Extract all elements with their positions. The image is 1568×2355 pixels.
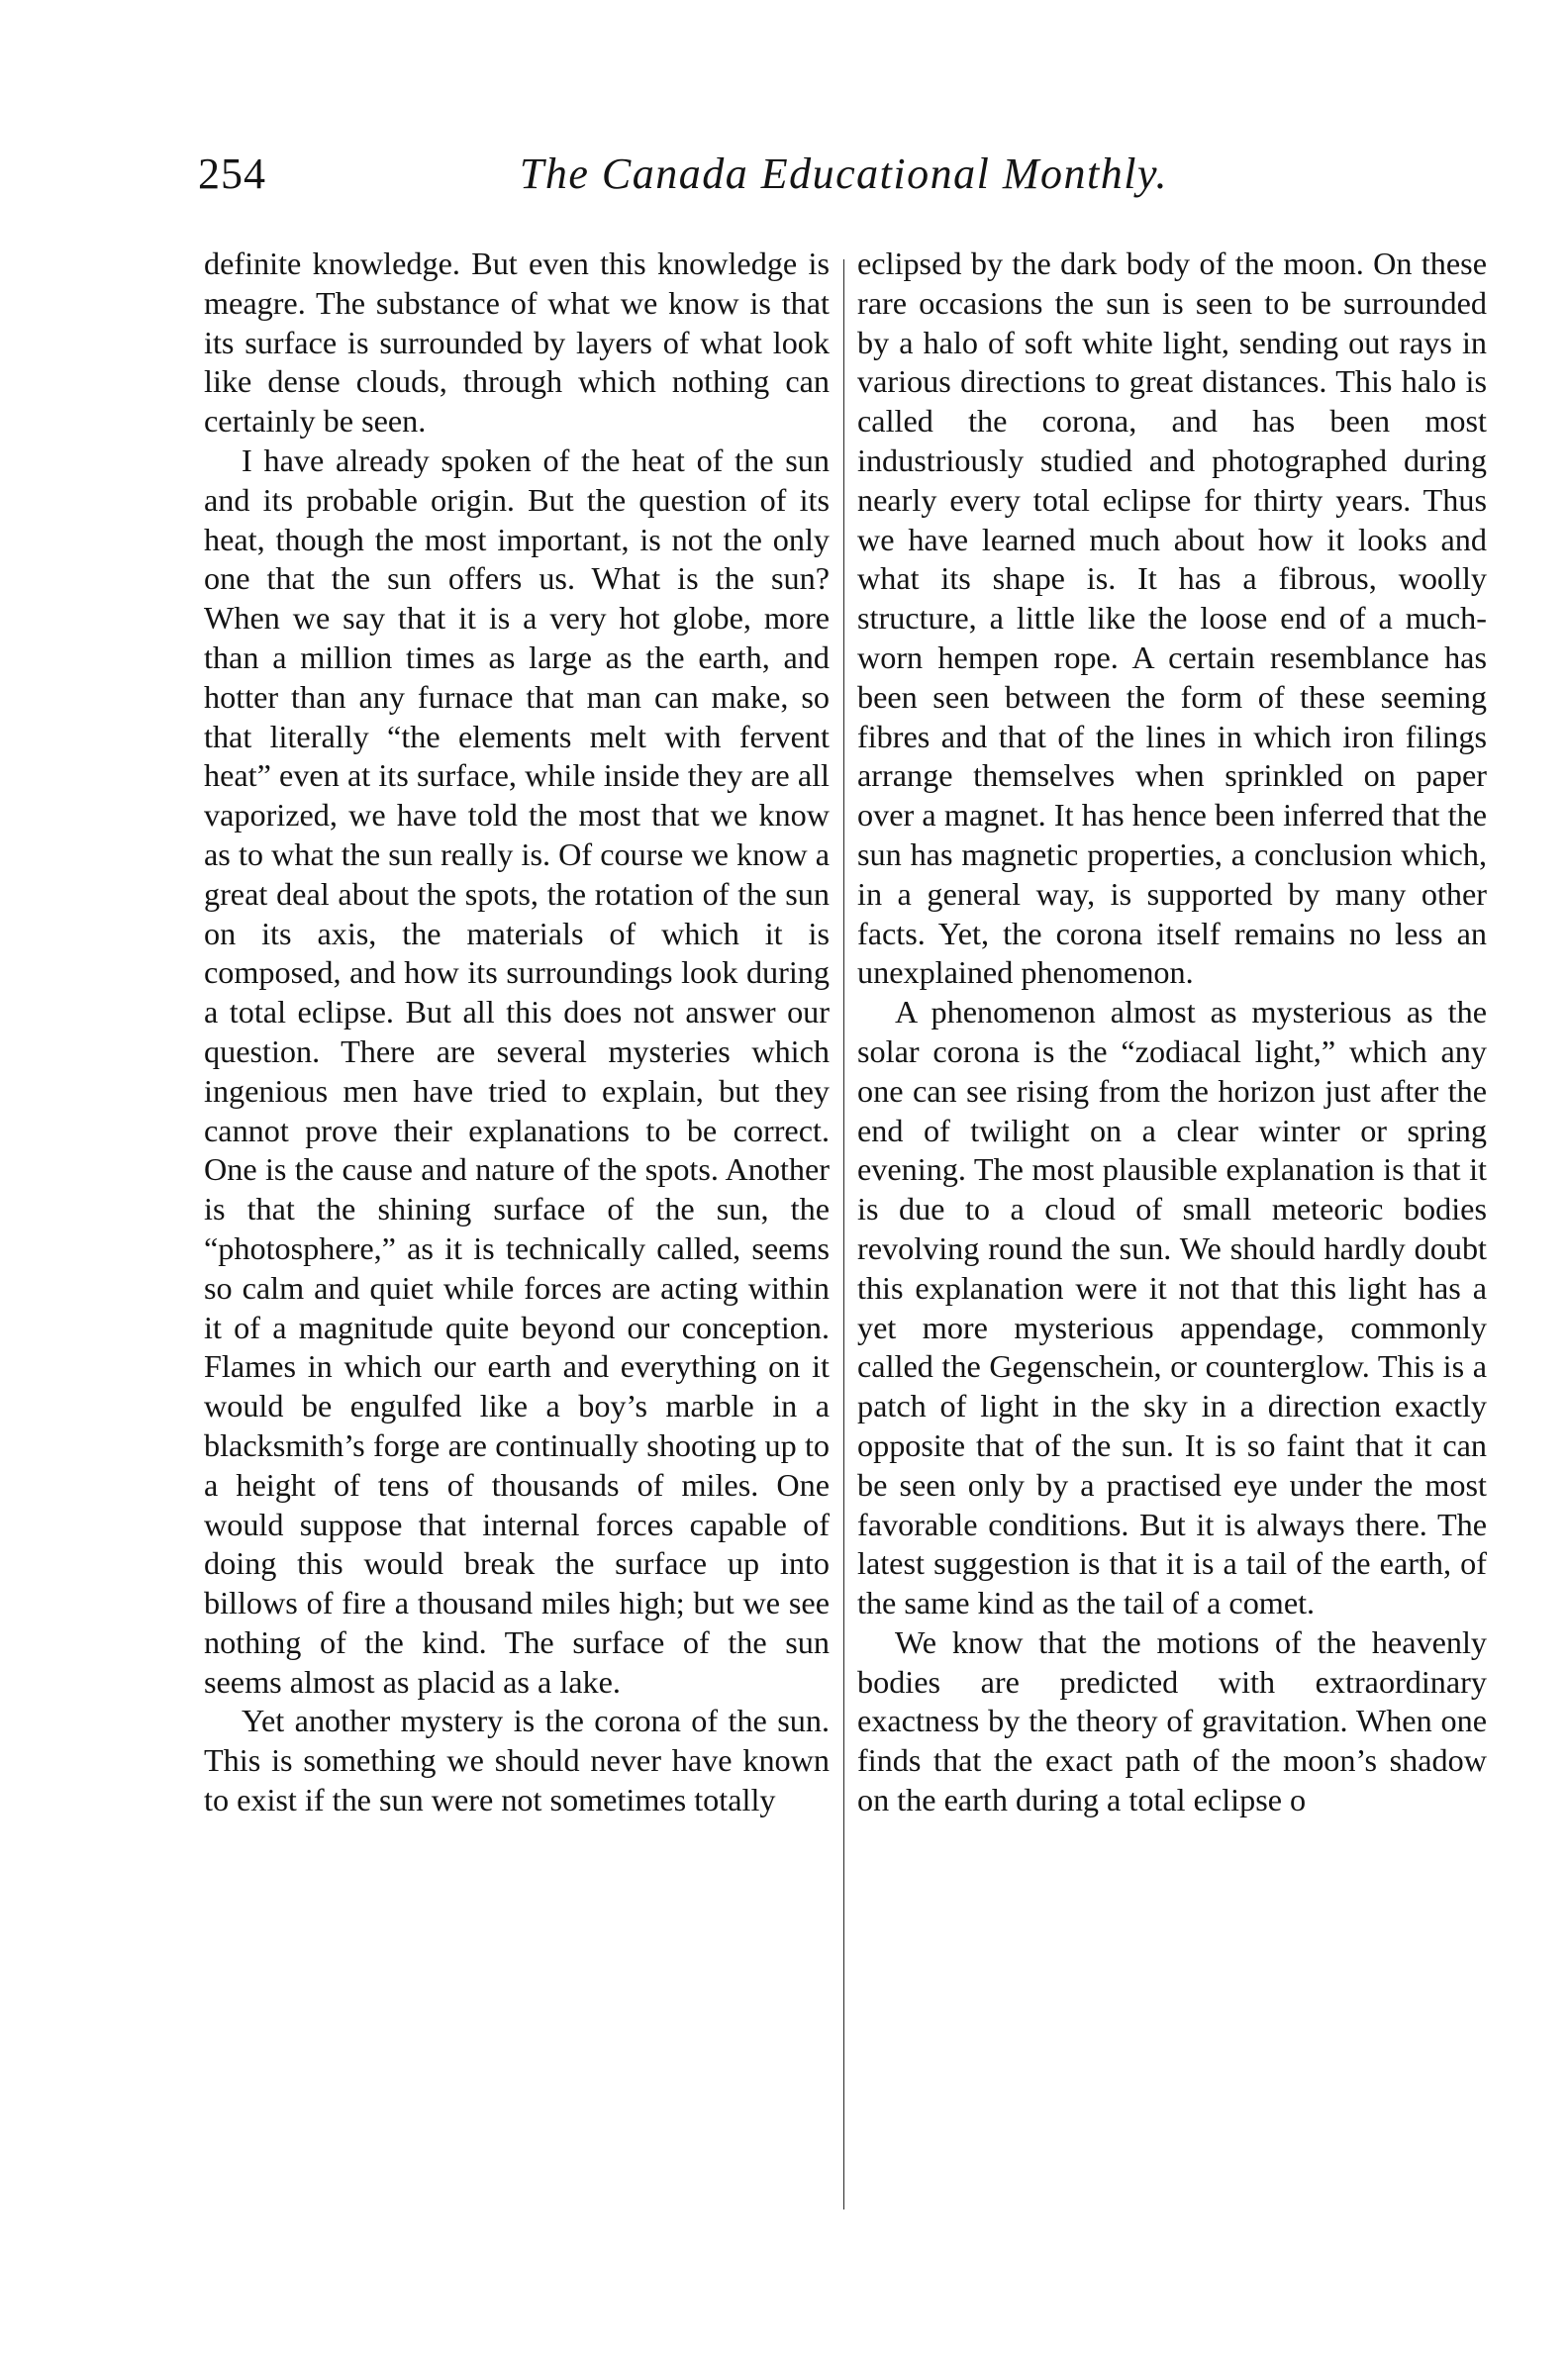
- right-paragraph-2: A phenomenon almost as mysterious as the solar corona is the “zodiacal light,” which any one can see rising from the horizon just after the end of twilight on a clear winter or spring evening. The most plausible explanation is that it is due to a cloud of small meteoric bodies revolving round the sun. We should hardly doubt this explanation were it not that this light has a yet more mysterious appendage, commonly called the Gegenschein, or counterglow. This is a patch of light in the sky in a direction exactly opposite that of the sun. It is so faint that it can be seen only by a practised eye under the most favorable conditions. But it is always there. The latest suggestion is that it is a tail of the earth, of the same kind as the tail of a comet.: [857, 994, 1487, 1621]
- right-paragraph-1: eclipsed by the dark body of the moon. On these rare occasions the sun is seen to be surrounded by a halo of soft white light, sending out rays in various directions to great distances. This halo is called the corona, and has been most industriously studied and photographed during nearly every total eclipse for thirty years. Thus we have learned much about how it looks and what its shape is. It has a fibrous, woolly structure, a little like the loose end of a much-worn hempen rope. A certain resemblance has been seen between the form of these seeming fibres and that of the lines in which iron filings arrange themselves when sprinkled on paper over a magnet. It has hence been inferred that the sun has magnetic properties, a conclusion which, in a general way, is supported by many other facts. Yet, the corona itself remains no less an unexplained phenomenon.: [857, 245, 1487, 991]
- column-divider: [843, 259, 844, 2209]
- left-paragraph-1: definite knowledge. But even this knowledge is meagre. The substance of what we know is that its surface is surrounded by layers of what look like dense clouds, through which nothing can certainly be seen.: [204, 245, 830, 440]
- page-header: [198, 148, 1490, 208]
- running-title: The Canada Educational Monthly.: [519, 149, 1169, 198]
- right-column: [857, 245, 1487, 1820]
- left-column: [204, 245, 830, 1820]
- right-paragraph-3: We know that the motions of the heavenly bodies are predicted with extraordinary exactness by the theory of gravitation. When one finds that the exact path of the moon’s shadow on the earth during a total eclipse o: [857, 1623, 1487, 1818]
- left-paragraph-3: Yet another mystery is the corona of the sun. This is something we should never have known to exist if the sun were not sometimes totally: [204, 1703, 830, 1818]
- page-number: 254: [198, 149, 266, 198]
- left-paragraph-2: I have already spoken of the heat of the sun and its probable origin. But the question of its heat, though the most important, is not the only one that the sun offers us. What is the sun? When we say that it is a very hot globe, more than a million times as large as the earth, and hotter than any furnace that man can make, so that literally “the elements melt with fervent heat” even at its surface, while inside they are all vaporized, we have told the most that we know as to what the sun really is. Of course we know a great deal about the spots, the rotation of the sun on its axis, the materials of which it is composed, and how its surroundings look during a total eclipse. But all this does not answer our question. There are several mysteries which ingenious men have tried to explain, but they cannot prove their explanations to be correct. One is the cause and nature of the spots. Another is that the shining surface of the sun, the “photosphere,” as it is technically called, seems so calm and quiet while forces are acting within it of a magnitude quite beyond our conception. Flames in which our earth and everything on it would be engulfed like a boy’s marble in a blacksmith’s forge are continually shooting up to a height of tens of thousands of miles. One would suppose that internal forces capable of doing this would break the surface up into billows of fire a thousand miles high; but we see nothing of the kind. The surface of the sun seems almost as placid as a lake.: [204, 442, 830, 1700]
